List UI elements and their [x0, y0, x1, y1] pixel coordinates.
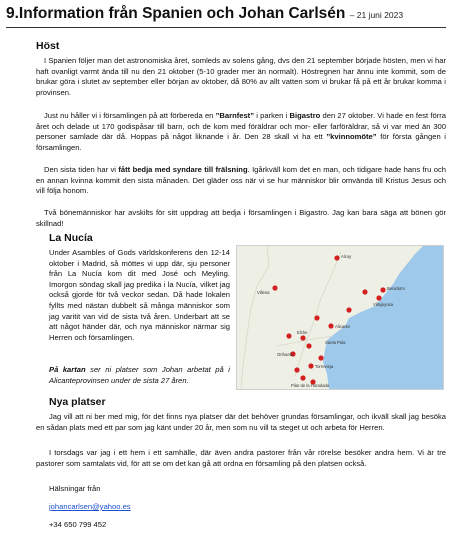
map-pin: [294, 367, 299, 372]
contact-phone: +34 650 799 452: [49, 520, 107, 529]
text-run: i parken i: [254, 111, 290, 120]
map-label-orihuela: Orihuela: [277, 352, 293, 357]
text-run: . Igårkväll kom det en man, och tidigare hade hans fru och en annan kvinna kommit den sista månaden. Det gläder oss när vi se hur människor blir omvända till Kristus Jesus och vill följa honom.: [36, 165, 446, 196]
contact-email-paragraph: [49, 502, 349, 513]
map-pin: [346, 307, 351, 312]
map-pin: [300, 335, 305, 340]
paragraph-nya-2: I torsdags var jag i ett hem i ett samhälle, där även andra pastorer från vår rörelse besöker andra hem. Vi är tre pastorer som samtalats vid, för att se om det kan gå att ordna en församling på den platsen också.: [36, 448, 446, 468]
map-pin: [328, 323, 333, 328]
map-pin: [306, 343, 311, 348]
text-run: den 27 oktober. Vi hade en fest förra året och delade ut 170 godispåsar till barn, och de kom med föräldrar och mor- eller farföräldrar, så vi var med än 300 personer samlade där då. Hoppas på något liknande i år. Den 28 skall vi ha ett: [36, 111, 446, 142]
paragraph-host-3: [36, 165, 446, 197]
heading-host: Höst: [36, 40, 60, 52]
email-link[interactable]: johancarlsen@yahoo.es: [49, 502, 131, 511]
paragraph-nya-1: Jag vill att ni ber med mig, för det finns nya platser där det behöver grundas församlingar, och ikväll skall jag besöka en sådan plats med ett par som jag känt under 20 år, men som nu vill ta steget ut och arbeta för Herren.: [36, 412, 446, 432]
title-date: – 21 juni 2023: [349, 10, 404, 20]
text-run-bold: Bigastro: [289, 111, 321, 120]
text-run: ser ni platser som Johan arbetat på i Alicanteprovinsen under de sista 27 åren.: [49, 365, 230, 385]
text-run-bold: fått bedja med syndare till frälsning: [118, 165, 248, 174]
map-pin: [272, 285, 277, 290]
paragraph-host-4: Två bönemänniskor har avskilts för sitt uppdrag att bedja i församlingen i Bigastro. Jag kan bara säga att bönen gör skillnad!: [36, 208, 446, 228]
paragraph-host-2: [36, 111, 446, 153]
title-text: 9.Information från Spanien och Johan Carlsén: [6, 5, 346, 22]
title-divider: [6, 27, 446, 28]
text-run: Just nu håller vi i församlingen på att förbereda en: [44, 111, 216, 120]
map-pin: [380, 287, 385, 292]
text-run: för första gången i församlingen.: [36, 132, 446, 152]
paragraph-la-nucia-1: Under Asambles of Gods världskonferens den 12-14 oktober i Madrid, så möttes vi upp där, sju personer från La Nucía kom dit med José och Meyling. Imorgon söndag skall jag predika i la Nucía, vilket jag också gjorde för två veckor sedan. Då hade lokalen fyllts med nästan dubbelt så många människor som jag varitit van vid de sista två åren. Underbart att se att något händer där, och nya människor närmar sig Herren och församlingen.: [49, 248, 230, 342]
heading-nya-platser: Nya platser: [49, 396, 106, 408]
map-label-alcoy: Alcoy: [341, 254, 352, 259]
map-label-torrevieja: Torrevieja: [315, 364, 334, 369]
map-pin: [308, 363, 313, 368]
closing-greeting: Hälsningar från: [49, 484, 101, 493]
alicante-map: [236, 245, 444, 390]
text-run-bold: ”kvinnomöte”: [326, 132, 377, 142]
map-pin: [314, 315, 319, 320]
map-pin: [376, 295, 381, 300]
map-pin: [318, 355, 323, 360]
text-run: Den sista tiden har vi: [44, 165, 119, 174]
map-label-villajoyosa: Villajoyosa: [373, 302, 393, 307]
map-label-santa-pola: Santa Pola: [325, 340, 346, 345]
paragraph-host-1: I Spanien följer man det astronomiska året, somleds av solens gång, dvs den 21 september började hösten, men vi har haft ovanligt varmt ända till nu den 21 oktober (5-10 grader mer än normalt). Höstregnen har ännu inte kommit, som de brukar göra i slutet av september eller början av oktober, då 80% av allt vatten som vi brukar få på ett år brukar komma i provinsen.: [36, 56, 446, 97]
map-label-elche: Elche: [297, 330, 308, 335]
map-pin: [300, 375, 305, 380]
map-svg: [237, 246, 443, 389]
map-pin: [362, 289, 367, 294]
map-pin: [334, 255, 339, 260]
text-run-bold: På kartan: [49, 365, 86, 374]
heading-la-nucia: La Nucía: [49, 232, 93, 244]
page-title: [6, 5, 446, 23]
map-caption: [49, 365, 230, 386]
map-label-villena: Villena: [257, 290, 270, 295]
map-label-benidorm: Benidorm: [387, 286, 405, 291]
map-pin: [286, 333, 291, 338]
map-label-pilar: Pilar de la Horadada: [291, 383, 330, 388]
map-label-alicante: Alicante: [335, 324, 350, 329]
text-run-bold: ”Barnfest”: [215, 111, 255, 120]
